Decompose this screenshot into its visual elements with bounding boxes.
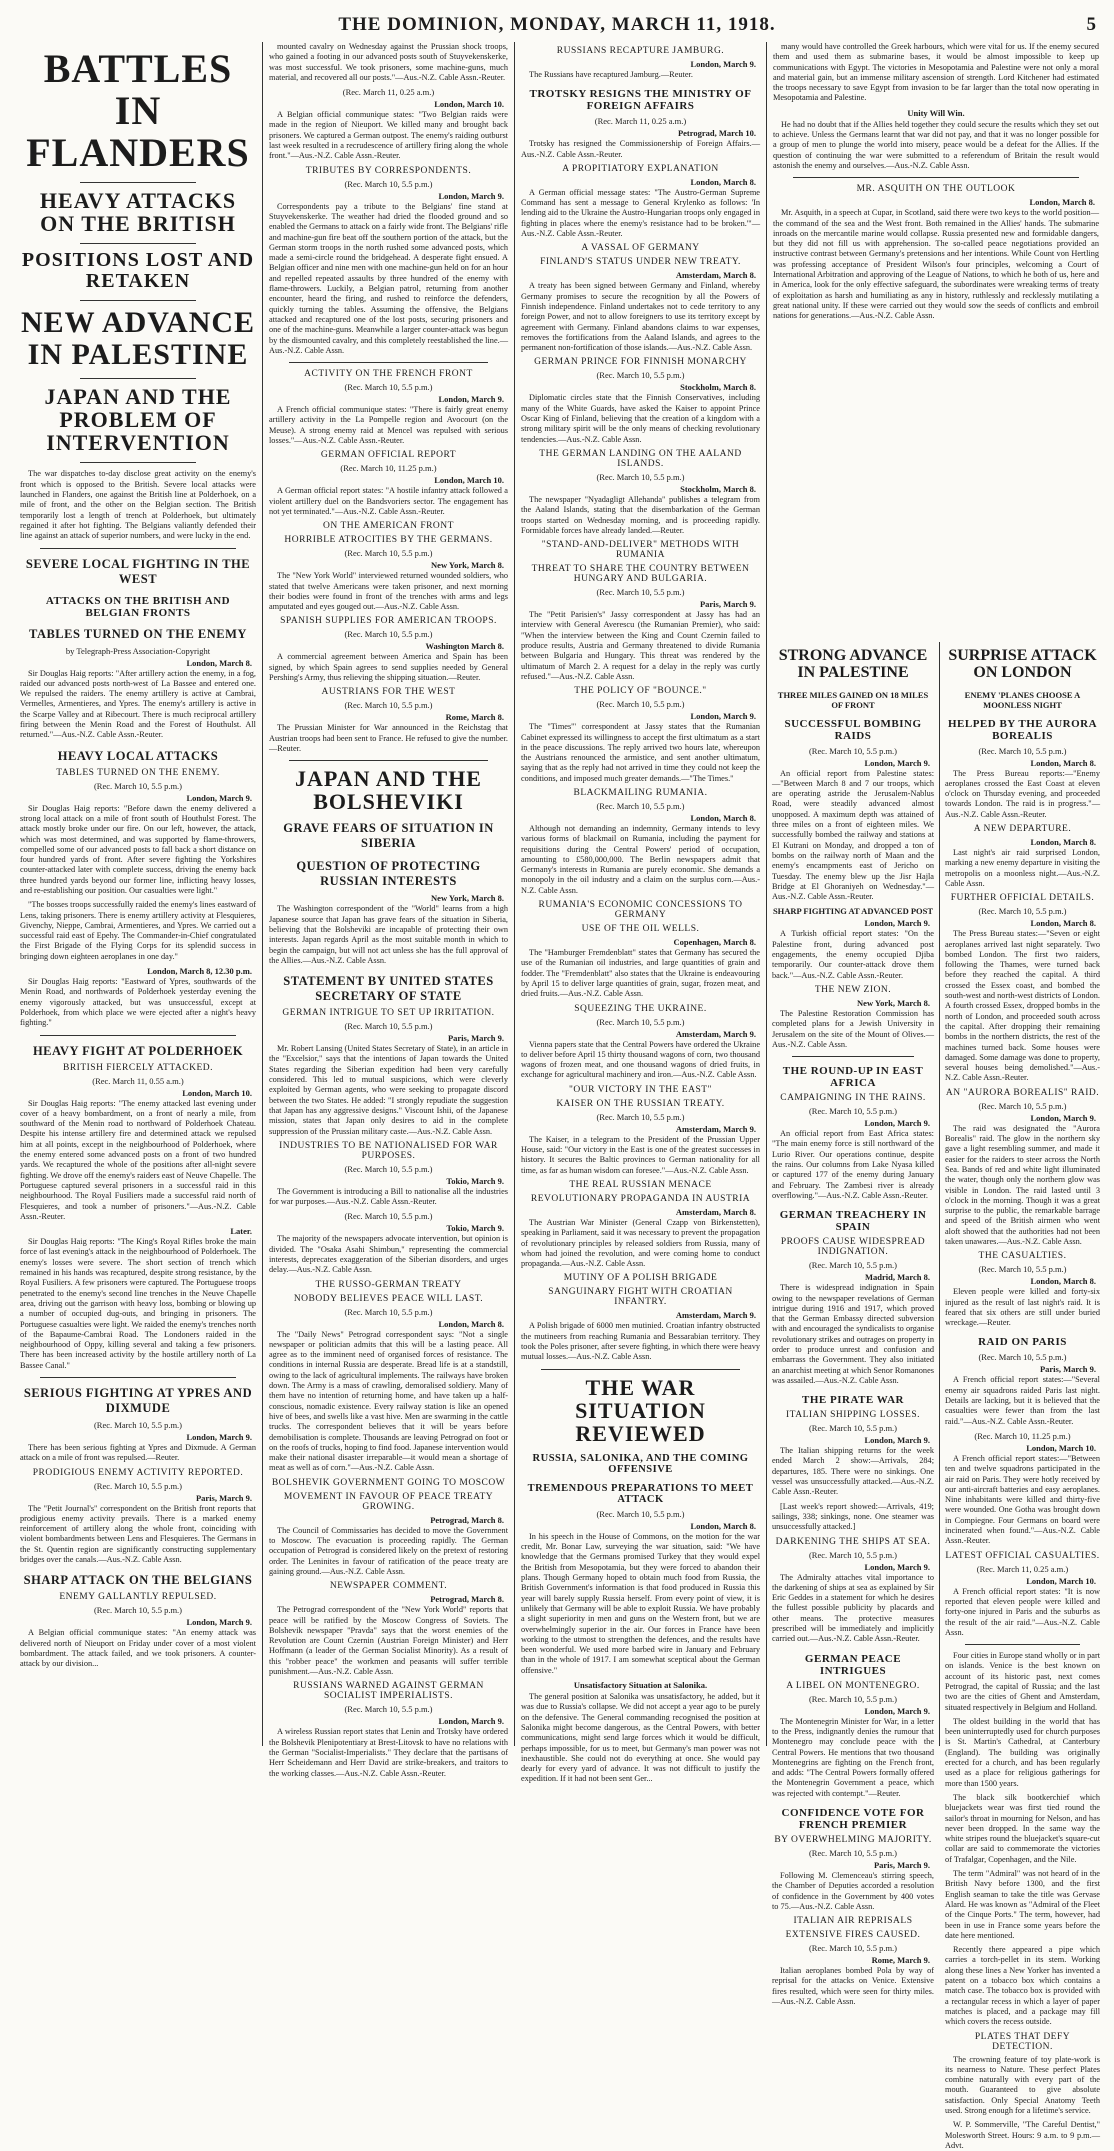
section-subheading: GRAVE FEARS OF SITUATION IN SIBERIA	[283, 821, 494, 851]
article-paragraph: A French official report states:—"Several enemy air squadrons raided Paris last night. Details are lacking, but it is believed that the casualties were fewer than from the last raid."—Aus.-N.Z. Cable Assn.-Reuter.	[945, 1375, 1100, 1426]
article-paragraph: An official report from East Africa states: "The main enemy force is still northward of the Lurio River. Our operations continue, despite the rains. Our columns from Lake Nyasa killed or captured 177 of the enemy during January and February. The Zambesi river is already overflowing."—Aus.-N.Z. Cable Assn.-Reuter.	[772, 1129, 934, 1200]
article-paragraph: A German official message states: "The Austro-German Supreme Command has sent a message to General Krylenko as follows: 'In lending aid to the Ukraine the Austro-Hungarian troops only engaged in fighting in places where the enemy's resistance had to be broken.'"—Aus.-N.Z. Cable Assn.-Reuter.	[521, 187, 760, 239]
section-subheading: PROOFS CAUSE WIDESPREAD INDIGNATION.	[780, 1237, 926, 1258]
dateline: Madrid, March 8.	[864, 1272, 930, 1283]
section-heading: GERMAN PRINCE FOR FINNISH MONARCHY	[534, 357, 747, 368]
section-heading: BOLSHEVIK GOVERNMENT GOING TO MOSCOW	[271, 1477, 506, 1488]
article-paragraph: A Belgian official communique states: "Two Belgian raids were made in the region of Nieuport. We killed many and brought back prisoners. We captured a German outpost. The enemy's raiding outburst last week resulted in a recrudescence of artillery firing along the whole front."—Aus.-N.Z. Cable Assn.-Reuter.	[269, 110, 508, 161]
section-subheading: TREMENDOUS PREPARATIONS TO MEET ATTACK	[527, 1482, 754, 1505]
section-heading: AUSTRIANS FOR THE WEST	[321, 687, 456, 698]
received-line: (Rec. March 10, 5.5 p.m.)	[808, 1848, 898, 1858]
received-line: (Rec. March 10, 5.5 p.m.)	[808, 1943, 898, 1954]
masthead-title: THE DOMINION, MONDAY, MARCH 11, 1918.	[338, 14, 776, 35]
article-paragraph: The Petrograd correspondent of the "New York World" reports that peace will be ratified by the Moscow Congress of Soviets. The Bolshevik newspaper "Pravda" says that the worst enemies of the Revolution are Count Czernin (Austrian Foreign Minister) and Herr Hoffmann (a leader of the German Socialist Minority). As a result of this "robber peace" the workmen and peasants will suffer terrible punishment.—Aus.-N.Z. Cable Assn.	[269, 1605, 508, 1677]
article-paragraph: The Press Bureau states:—"Seven or eight aeroplanes arrived last night separately. Two bombed London. The first two raiders, following the Thames, were turned back before they reached the capital. A third crossed the Essex coast, and bombed the south-west and north-west districts of London. A fourth crossed Essex, dropped bombs in the north of London, and proceeded south across the capital. After dropping their remaining bombs in the northern districts, the rest of the machines turned back. Some houses were damaged. Some damage was done to property, several houses being demolished."—Aus.-N.Z. Cable Assn.-Reuter.	[945, 929, 1100, 1083]
article-paragraph: The Palestine Restoration Commission has completed plans for a Jewish University in Jerusalem on the site of the Mount of Olives.—Aus.-N.Z. Cable Assn.	[772, 1008, 934, 1049]
section-subheading: HORRIBLE ATROCITIES BY THE GERMANS.	[284, 535, 493, 546]
dateline: London, March 9.	[690, 59, 756, 69]
received-line: (Rec. March 10, 11.25 p.m.)	[340, 463, 437, 474]
received-line: (Rec. March 10, 5.5 p.m.)	[344, 548, 433, 559]
dateline: London, March 8.	[690, 1520, 756, 1531]
article-paragraph: The Austrian War Minister (General Czapp von Birkenstetten), speaking in Parliament, said it was necessary to prevent the propagation of revolutionary principles by released soldiers from Russia, many of whom had joined the revolution, and were coming home to conduct propaganda.—Aus.-N.Z. Cable Assn.	[521, 1217, 760, 1269]
article-paragraph: Sir Douglas Haig reports: "The enemy attacked last evening under cover of a heavy bombardment, on a front of nearly a mile, from southward of the Menin road to northward of Polderhoek Chateau. Despite his intense artillery fire and determined attack we repulsed him at all points, except in the neighbourhood of Polderhoek, where the enemy entered some advanced posts on a front of two hundred yards. We recaptured the whole of the positions after all-night severe fighting. We drove off the enemy's raiders east of Neuve Chapelle. The Portuguese captured several prisoners in a successful raid in this neighbourhood. The Royal Fusiliers made a successful raid north of Flesquieres, and took a number of prisoners."—Aus.-N.Z. Cable Assn.-Reuter.	[20, 1098, 256, 1221]
section-heading: SQUEEZING THE UKRAINE.	[574, 1003, 707, 1014]
dateline: Paris, March 9.	[1039, 1364, 1096, 1375]
article-paragraph: An official report from Palestine states:—"Between March 8 and 7 our troops, which are operating astride the Jerusalem-Nablus Road, were steadily advanced almost unopposed. A maximum depth was attained of three miles on a front of eighteen miles. We successfully bombed the railway and stations at El Kutrani on Monday, and dropped a ton of bombs on the railway north of Maan and the enemy's encampments east of Jericho on Tuesday. The enemy blew up the Jisr Hajla Bridge at El Ghoraniyeh on Wednesday."—Aus.-N.Z. Cable Assn.-Reuter.	[772, 768, 934, 902]
section-heading: MUTINY OF A POLISH BRIGADE	[563, 1273, 718, 1284]
section-heading: RUMANIA'S ECONOMIC CONCESSIONS TO GERMANY	[538, 900, 743, 921]
article-paragraph: A Belgian official communique states: "An enemy attack was delivered north of Nieuport on Friday under cover of a most violent bombardment. The attack failed, and we took prisoners. A counter-attack by our division...	[20, 1628, 256, 1669]
section-heading: CONFIDENCE VOTE FOR FRENCH PREMIER	[781, 1807, 925, 1831]
section-heading: THE CASUALTIES.	[978, 1251, 1067, 1262]
section-heading: SERIOUS FIGHTING AT YPRES AND DIXMUDE	[23, 1385, 253, 1415]
dateline: London, March 8.	[690, 812, 756, 823]
article-paragraph: Vienna papers state that the Central Powers have ordered the Ukraine to deliver before April 15 thirty thousand wagons of corn, two thousand wagons of frozen meat, and one thousand wagons of dried fruits, in exchange for agricultural machinery and iron.—Aus.-N.Z. Cable Assn.	[521, 1039, 760, 1080]
dateline: London, March 8.	[1030, 1276, 1096, 1287]
section-subheading: BY OVERWHELMING MAJORITY.	[774, 1835, 932, 1845]
dateline: Copenhagen, March 8.	[673, 937, 756, 948]
deck-3: NEW ADVANCE IN PALESTINE	[20, 306, 256, 371]
article-paragraph: Trotsky has resigned the Commissionership of Foreign Affairs.—Aus.-N.Z. Cable Assn.-Reuter.	[521, 139, 760, 159]
dateline: London, March 10.	[1026, 1575, 1096, 1586]
article-paragraph: Sir Douglas Haig reports: "Eastward of Ypres, southwards of the Menin Road, and northwards of Polderhoek yesterday evening the enemy vigorously attacked, but was unsuccessful, except at Polderhoek, from which place we were ejected after a night's heavy fighting."	[20, 977, 256, 1028]
article-paragraph: Eleven people were killed and forty-six injured as the result of last night's raid. It is feared that six others are still under buried wreckage.—Reuter.	[945, 1287, 1100, 1328]
section-subheading: USE OF THE OIL WELLS.	[581, 924, 700, 935]
article-paragraph: A wireless Russian report states that Lenin and Trotsky have ordered the Bolshevik Plenipotentiary at Brest-Litovsk to have no relations with the German "Socialist-Imperialists." They declare that the partisans of Herr Scheidemann and Herr David are strike-breakers, and traitors to the working classes.—Aus.-N.Z. Cable Assn.-Reuter.	[269, 1727, 508, 1778]
dateline: Amsterdam, March 9.	[675, 1123, 756, 1134]
column-2	[262, 42, 514, 1778]
received-line: (Rec. March 10, 11.25 p.m.)	[974, 1430, 1071, 1441]
column-4	[766, 42, 1104, 2150]
article-paragraph: The Washington correspondent of the "World" learns from a high Japanese source that Japan has grave fears of the situation in Siberia, believing that the Bolsheviki are incapable of protecting their own interests. Japan regards April as the most suitable month in which to begin the campaign, but will not act unless she has the full approval of the Allies.—Aus.-N.Z. Cable Assn.	[269, 904, 508, 965]
received-line: (Rec. March 10, 5.5 p.m.)	[344, 1163, 433, 1174]
divider	[40, 1035, 236, 1036]
received-line: (Rec. March 10, 5.5 p.m.)	[596, 800, 685, 811]
section-heading: THE POLICY OF "BOUNCE."	[574, 686, 707, 697]
article-paragraph: [Last week's report showed:—Arrivals, 419; sailings, 338; sinkings, none. One steamer was unsuccessfully attacked.]	[772, 1501, 934, 1532]
intro-paragraph: The war dispatches to-day disclose great activity on the enemy's front which is opposed to the British. Severe local attacks were launched in Flanders, one against the British line at Polderhoek, on a mile of front, and the other on the Belgian section. The British temporarily lost a length of trench at Polderhoek, but ultimately regained it after hot fighting. The Belgians valiantly defended their line against an attack of superior numbers, and were lucky in the end.	[20, 469, 256, 541]
article-paragraph: The Kaiser, in a telegram to the President of the Prussian Upper House, said: "Our victory in the East is one of the greatest successes in history. It secures the Baltic provinces to German nationality for all time, as far as human wisdom can foresee."—Aus.-N.Z. Cable Assn.	[521, 1134, 760, 1175]
received-line: (Rec. March 11, 0.55 a.m.)	[92, 1075, 184, 1086]
column-4-left	[767, 642, 939, 2007]
received-line: (Rec. March 10, 5.5 p.m.)	[93, 1419, 183, 1430]
column-1	[14, 42, 262, 1746]
article-paragraph: A French official communique states: "There is fairly great enemy artillery activity in the La Pompelle region and Avocourt (on the Meuse). A strong enemy raid at Mencel was repulsed with serious losses."—Aus.-N.Z. Cable Assn.-Reuter.	[269, 405, 508, 446]
article-paragraph: In his speech in the House of Commons, on the motion for the war credit, Mr. Bonar Law, surveying the war situation, said: "We have knowledge that the Germans promised Turkey that they would expel the British from Mesopotamia, but they were forced to abandon their plans. Though Germany hoped to obtain much food from Russia, the British Government's information is that food produced in Russia this year will barely supply Russia herself. From every point of view, it is unlikely that Germany will be able to exploit Russia. We have probably a slight superiority in men and guns on the Western front, but we are overwhelmingly superior in the air. Our forces in France have been working to the utmost to strengthen the defences, and the results have been wonderful. We used more barbed wire in January and February than in the whole of 1917. I am somewhat sceptical about the German offensive."	[521, 1531, 760, 1675]
dateline: London, March 8.	[1030, 918, 1096, 929]
article-paragraph: many would have controlled the Greek harbours, which were vital for us. If the enemy secured them and used them as submarine bases, it would be almost impossible to keep up communications with Egypt. The victories in Mesopotamia and Palestine were not only a moral and material gain, but an immense military ascension of strength. Lord Kitchener had estimated the troops necessary to save Egypt from invasion to be far larger than the total now operating in Mesopotamia and Palestine.	[773, 42, 1099, 103]
article-paragraph: The Montenegrin Minister for War, in a letter to the Press, indignantly denies the rumour that Montenegro may conclude peace with the Central Powers. He mentions that two thousand Montenegrins are fighting on the French front, and adds: "The Central Powers formally offered the Montenegrin Government a peace, which was rejected with contempt."—Reuter.	[772, 1716, 934, 1798]
received-line: (Rec. March 10, 5.5 p.m.)	[596, 699, 685, 710]
article-paragraph: The crowning feature of toy plate-work is its nearness to Nature. These perfect Plates combine naturally with every part of the mouth. Guaranteed to give absolute satisfaction. Only Special Anatomy Teeth used. Strong enough for a lifetime's service.	[945, 2054, 1100, 2115]
received-line: (Rec. March 10, 5.5 p.m.)	[808, 1106, 898, 1117]
dateline: London, March 9.	[186, 792, 252, 803]
divider	[792, 1056, 914, 1057]
article-paragraph: A treaty has been signed between Germany and Finland, whereby Germany promises to secure the recognition by all the Powers of Finnish independence. Finland undertakes not to cede territory to any foreign Power, and not to allow foreigners to use its territory except by agreement with Germany. Finland abandons claims to war expenses, removes the fortifications from the Aaland Islands, and agrees to the permanent non-fortification of those islands.—Aus.-N.Z. Cable Assn.	[521, 281, 760, 353]
section-heading: HEAVY LOCAL ATTACKS	[57, 748, 219, 763]
received-line: (Rec. March 10, 5.5 p.m.)	[596, 370, 685, 381]
section-heading: "OUR VICTORY IN THE EAST"	[569, 1084, 712, 1095]
dateline: Amsterdam, March 9.	[675, 1028, 756, 1039]
dateline: London, March 8.	[1030, 757, 1096, 768]
dateline: London, March 8.	[186, 657, 252, 668]
received-line: (Rec. March 10, 5.5 p.m.)	[93, 1605, 183, 1616]
article-paragraph: The Admiralty attaches vital importance to the darkening of ships at sea as explained by Sir Eric Geddes in a statement for which he desires the fullest possible publicity by placards and other means. The protective measures prescribed will be immediately and implicitly carried out.—Aus.-N.Z. Cable Assn.-Reuter.	[772, 1572, 934, 1644]
dateline: London, March 9.	[864, 918, 930, 929]
dateline: Amsterdam, March 8.	[675, 1206, 756, 1217]
article-paragraph: Sir Douglas Haig reports: "The King's Royal Rifles broke the main force of last evening's attack in the neighbourhood of Polderhoek. The enemy's losses were severe. The short section of trench which remained in his hands was recaptured, despite strong resistance, by the Royal Fusiliers. A few prisoners were captured. The Portuguese troops penetrated to the enemy's second line trenches in the Neuve Chapelle area, driving out the garrison with heavy loss, bombing or blowing up a number of occupied dug-outs, and bringing in prisoners. The Portuguese casualties were light. We raided the enemy's trenches north of the Bapaume-Cambrai Road. The Londoners raided in the neighbourhood of Oppy, killing several and taking a few prisoners. There has been increased activity by the hostile artillery north of La Bassee Canal."	[20, 1237, 256, 1370]
article-paragraph: There is widespread indignation in Spain owing to the newspaper revelations of German intrigue during 1916 and 1917, which proved that the German Embassy directed subversion with and encouraged the syndicalists to organise revolutionary strikes and outrages on property in order to produce unrest and confusion and embarrass the Government. They also initiated an anarchist meeting at which Senor Romanones was assailed.—Aus.-N.Z. Cable Assn.	[772, 1283, 934, 1385]
dateline: Rome, March 9.	[871, 1955, 930, 1966]
received-line: (Rec. March 10, 5.5 p.m.)	[344, 382, 433, 393]
article-paragraph: A French official report states: "It is now reported that eleven people were killed and forty-one injured in Paris and the suburbs as the result of the air raid."—Aus.-N.Z. Cable Assn.	[945, 1586, 1100, 1637]
received-line: (Rec. March 11, 0.25 a.m.)	[342, 87, 435, 98]
section-subheading: THREE MILES GAINED ON 18 MILES OF FRONT	[777, 689, 929, 710]
section-subheading: ENEMY GALLANTLY REPULSED.	[59, 1592, 217, 1603]
received-line: (Rec. March 11, 0.25 a.m.)	[594, 116, 687, 127]
section-subheading: EXTENSIVE FIRES CAUSED.	[785, 1930, 921, 1941]
article-paragraph: Sir Douglas Haig reports: "Before dawn the enemy delivered a strong local attack on a mile of front south of Houthulst Forest. The attack mostly broke under our fire. On our left, however, the attack, which was most determined, and was supported by flame-throwers, compelled some of our advanced posts to fall back a short distance on four hundred yards of front. After severe fighting the Yorkshires counter-attacked later with complete success, driving the enemy back three hundred yards beyond our former line, inflicting heavy losses, and re-establishing our position. Our casualties were light."	[20, 803, 256, 895]
article-paragraph: The "Times'" correspondent at Jassy states that the Rumanian Cabinet expressed its willingness to accept the first ultimatum as a start in the peace discussions. The reply arrived two hours late, whereupon the Austrians renounced the armistice, and sent another ultimatum, saying that as the reply had not arrived in time they could not keep the conditions, and imposed much greater demands.—"The Times."	[521, 722, 760, 783]
received-line: (Rec. March 10, 5.5 p.m.)	[978, 1352, 1067, 1363]
section-heading: BLACKMAILING RUMANIA.	[573, 787, 708, 798]
dateline: London, March 9.	[186, 1431, 252, 1442]
article-paragraph: Mr. Robert Lansing (United States Secretary of State), in an article in the "Excelsior," says that the intentions of Japan towards the United States regarding the Siberian expedition had been very carefully considered. This led to mutual suspicions, which were cleverly exploited by German agents, who were seeking to propagate discord between the two States. He added: "I strongly repudiate the suggestion that Japan has any aggressive designs." Viscount Ishii, of the Japanese mission, states that Japan only desires to aid in the complete suppression of the Prussian military caste.—Aus.-N.Z. Cable Assn.	[269, 1044, 508, 1136]
section-subheading: QUESTION OF PROTECTING RUSSIAN INTERESTS	[296, 859, 481, 889]
divider	[965, 1644, 1080, 1645]
article-paragraph: The Council of Commissaries has decided to move the Government to Moscow. The evacuation is proceeding rapidly. The German occupation of Petrograd is considered likely on the pretext of restoring order. The Leninites in favour of ratification of the peace treaty are gaining ground.—Aus.-N.Z. Cable Assn.	[269, 1525, 508, 1576]
section-subheading: SANGUINARY FIGHT WITH CROATIAN INFANTRY.	[548, 1287, 733, 1308]
section-heading: "STAND-AND-DELIVER" METHODS WITH RUMANIA	[541, 540, 740, 561]
dateline: Paris, March 9.	[699, 599, 756, 610]
dateline: London, March 8.	[690, 176, 756, 187]
received-line: (Rec. March 10, 5.5 p.m.)	[808, 1693, 898, 1704]
section-subheading: BRITISH FIERCELY ATTACKED.	[62, 1062, 213, 1073]
article-paragraph: The "Daily News" Petrograd correspondent says: "Not a single newspaper or politician admits that this will be a lasting peace. All agree as to the imminent need of organised forces of resistance. The conditions in internal Russia are desperate. Bread life is at a standstill, owing to the lack of agricultural implements. The railways have broken down. The Army is a mass of crawling, demoralised soldiery. Many of them have no intention of returning home, and have taken up a half-conscious, nomadic existence. Every railway station is like an opened hive of bees, and swells like a vast hive. Men are swarming in the cattle trucks. The correspondent believes that it will be years before demobilisation is complete. Thousands are leaving Petrograd on foot or on the roofs of trucks, hoping to find food. Japanese intervention would make their national disaster irreparable—it would mean a shortage of meat as well as of corn."—Aus.-N.Z. Cable Assn.	[269, 1329, 508, 1473]
section-heading: A PROPITIATORY EXPLANATION	[562, 163, 719, 174]
received-line: (Rec. March 10, 5.5 p.m.)	[978, 745, 1067, 756]
article-paragraph: A Turkish official report states: "On the Palestine front, during advanced post engagements, the enemy occupied Djiba temporarily. Our counter-attack drove them back."—Aus.-N.Z. Cable Assn.-Reuter.	[772, 929, 934, 980]
dateline: London, March 10.	[1026, 1442, 1096, 1453]
dateline: Later.	[230, 1226, 252, 1237]
section-heading: ON THE AMERICAN FRONT	[323, 521, 454, 532]
received-line: (Rec. March 10, 5.5 p.m.)	[344, 1021, 433, 1032]
dateline: London, March 9.	[690, 711, 756, 722]
article-paragraph: Diplomatic circles state that the Finnish Conservatives, including many of the White Guards, have asked the Kaiser to appoint Prince Oscar King of Finland, believing that the creation of a kingdom with a strong military spirit will be the only means of checking revolutionary tendencies.—Aus.-N.Z. Cable Assn.	[521, 393, 760, 444]
dateline: New York, March 8.	[431, 560, 504, 571]
article-paragraph: Although not demanding an indemnity, Germany intends to levy various forms of blackmail on Rumania, including the payment for requisitions during the Central Powers' period of occupation, amounting to £580,000,000. The Berlin newspapers admit that Germany's interests in Rumania are purely economic. She demands a monopoly in the oil industry and a claim on the surplus corn.—Aus.-N.Z. Cable Assn.	[521, 823, 760, 895]
section-heading: MR. ASQUITH ON THE OUTLOOK	[856, 184, 1016, 195]
received-line: (Rec. March 10, 5.5 p.m.)	[808, 1423, 898, 1434]
article-paragraph: A French official report states:—"Between ten and twelve squadrons participated in the air raid on Paris. They were hotly received by our anti-aircraft batteries and easy aeroplanes. Nine inhabitants were killed and thirty-five were wounded. One Gotha was brought down in Compiegne. Four Germans on board were incinerated when found."—Aus.-N.Z. Cable Assn.-Reuter.	[945, 1453, 1100, 1546]
received-line: (Rec. March 11, 0.25 a.m.)	[976, 1563, 1069, 1574]
columns	[14, 42, 1104, 2150]
section-heading: PLATES THAT DEFY DETECTION.	[974, 2031, 1071, 2052]
article-paragraph: The oldest building in the world that has been uninterruptedly used for church purposes is St. Martin's Cathedral, at Canterbury (England). The building was originally erected for a church, and has been regularly used as a place for religious gatherings for more than 1500 years.	[945, 1716, 1100, 1788]
article-paragraph: Mr. Asquith, in a speech at Cupar, in Scotland, said there were two keys to the world position—the command of the sea and the West front. Both remained in the Allies' hands. The submarine inroads on the mercantile marine would collapse. Russia presented new and formidable dangers, but they did not fill us with apprehension. The so-called peace negotiations provided an instructive contrast between Germany's pretensions and her intentions. While Count von Hertling was professing acceptance of President Wilson's four principles, welcoming a Court of International Arbitration and approving of the League of Nations, to which he both of us, here and in America, look for the only effective safeguard, the subordinates were wreaking terms of treaty of exploitation as harsh and humiliating as any in history, ruthlessly and recklessly mutilating a great national unity. If these were carried out they would sow the seeds of conflicts and embroil nations for generations.—Aus.-N.Z. Cable Assn.	[773, 208, 1099, 321]
section-heading: TROTSKY RESIGNS THE MINISTRY OF FOREIGN AFFAIRS	[529, 88, 752, 113]
dateline: London, March 8.	[438, 1318, 504, 1329]
section-heading: SHARP ATTACK ON THE BELGIANS	[23, 1573, 253, 1588]
article-paragraph: He had no doubt that if the Allies held together they could secure the results which they set out to achieve. Unless the Germans learnt that war did not pay, and that it was no longer possible for a group of men to plunge the world into misery, peace would be a defeat for the Allies. If the question of continuing the war were submitted to a referendum of Britain the result would astonish the enemy and ourselves.—Aus.-N.Z. Cable Assn.	[773, 119, 1099, 170]
received-line: (Rec. March 10, 5.5 p.m.)	[978, 1264, 1067, 1275]
dateline: London, March 9.	[438, 190, 504, 201]
section-subheading: KAISER ON THE RUSSIAN TREATY.	[556, 1098, 725, 1109]
divider	[80, 300, 196, 301]
section-heading: INDUSTRIES TO BE NATIONALISED FOR WAR PURPOSES.	[279, 1140, 498, 1161]
byline: by Telegraph-Press Association-Copyright	[65, 645, 211, 656]
dateline: Stockholm, March 8.	[680, 382, 756, 393]
section-heading: SHARP FIGHTING AT ADVANCED POST	[772, 906, 934, 917]
divider	[541, 1369, 740, 1370]
section-heading: GERMAN TREACHERY IN SPAIN	[779, 1209, 927, 1234]
column-3	[514, 42, 766, 1784]
article-paragraph: The Press Bureau reports:—"Enemy aeroplanes crossed the East Coast at eleven o'clock on Thursday evening, and proceeded towards London. The raid is in progress."—Aus.-N.Z. Cable Assn.-Reuter.	[945, 768, 1100, 819]
article-paragraph: A Polish brigade of 6000 men mutinied. Croatian infantry obstructed the mutineers from reaching Rumania and Bessarabian territory. They took the Poles prisoner, after severe fighting, in which there were heavy mutual losses.—Aus.-N.Z. Cable Assn.	[521, 1321, 760, 1362]
section-heading: SPANISH SUPPLIES FOR AMERICAN TROOPS.	[280, 616, 497, 627]
dateline: Amsterdam, March 8.	[675, 270, 756, 281]
section-subheading: HELPED BY THE AURORA BOREALIS	[947, 717, 1098, 742]
column-4-right	[939, 642, 1105, 2150]
received-line: (Rec. March 10, 5.5 p.m.)	[978, 1100, 1067, 1111]
dateline: Petrograd, March 8.	[430, 1594, 504, 1605]
received-line: (Rec. March 10, 5.5 p.m.)	[596, 471, 685, 482]
section-subheading: ITALIAN SHIPPING LOSSES.	[786, 1410, 920, 1421]
received-line: (Rec. March 10, 5.5 p.m.)	[808, 1260, 898, 1271]
divider	[80, 243, 196, 244]
section-subheading: Unity Will Win.	[907, 107, 965, 118]
received-line: (Rec. March 10, 5.5 p.m.)	[344, 178, 433, 189]
article-paragraph: Four cities in Europe stand wholly or in part on islands. Venice is the best known on account of its historic past, next comes Petrograd, the capital of Russia; and the last two are the cities of Ghent and Amsterdam, situated respectively in Belgium and Holland.	[945, 1651, 1101, 1712]
section-heading: ACTIVITY ON THE FRENCH FRONT	[304, 369, 473, 380]
received-line: (Rec. March 10, 5.5 p.m.)	[808, 1549, 898, 1560]
section-heading: RUSSIANS WARNED AGAINST GERMAN SOCIALIST IMPERIALISTS.	[293, 1681, 484, 1702]
dateline: Tokio, March 9.	[446, 1223, 504, 1234]
article-paragraph: Italian aeroplanes bombed Pola by way of reprisal for the attacks on Venice. Extensive fires resulted, which were seen for thirty miles.—Aus.-N.Z. Cable Assn.	[772, 1966, 934, 2007]
article-paragraph: The "New York World" interviewed returned wounded soldiers, who stated that twelve Americans were taken prisoner, and next morning their bodies were found in front of the trenches with arms and legs amputated and eyes gouged out.—Aus.-N.Z. Cable Assn.	[269, 571, 508, 612]
section-subheading: RUSSIA, SALONIKA, AND THE COMING OFFENSIVE	[532, 1452, 749, 1475]
section-heading: THE ROUND-UP IN EAST AFRICA	[782, 1065, 924, 1090]
section-heading: RAID ON PARIS	[978, 1336, 1067, 1349]
masthead	[0, 14, 1114, 36]
divider	[80, 182, 196, 183]
section-headline: STRONG ADVANCE IN PALESTINE	[778, 647, 928, 681]
dateline: Paris, March 9.	[195, 1492, 252, 1503]
article-paragraph: The "Petit Parisien's" Jassy correspondent at Jassy has had an interview with General Averescu (the Rumanian Premier), who said: "When the interview between the King and Count Czernin failed to produce results, Austria and Germany threatened to divide Rumania between Bulgaria and Hungary. This threat was rendered by the ultimatum of March 2. A request for a delay in the reply was curtly refused."—Aus.-N.Z. Cable Assn.	[521, 610, 760, 681]
section-subheading: FINLAND'S STATUS UNDER NEW TREATY.	[540, 257, 741, 268]
dateline: Paris, March 9.	[447, 1033, 504, 1044]
section-heading: THE REAL RUSSIAN MENACE	[569, 1179, 712, 1190]
received-line: (Rec. March 10, 5.5 p.m.)	[344, 1306, 433, 1317]
article-paragraph: Correspondents pay a tribute to the Belgians' fine stand at Stuyvekenskerke. The weather had dried the flooded ground and so enabled the Germans to attack on a fairly wide front. The Belgians' rifle and machine-gun fire beat off the southern portion of the attack, but the German storm troops in the north rushed some advanced posts, which made a semi-circle round the bridgehead. A desperate fight ensued. A Belgian officer and nine men with one machine-gun held on for an hour and repelled repeated assaults by three hundred of the enemy with flame-throwers. Luckily, a Belgian patrol, returning from another encounter, heard the firing, and rushed to reinforce the defenders, quickly turning the tables. Assuming the offensive, the Belgians attacked and recaptured one of the lost posts, securing prisoners and one of the machine-guns. Meanwhile a larger counter-attack was begun by the dismounted cavalry, and this completely reestablished the line.—Aus.-N.Z. Cable Assn.	[269, 201, 508, 355]
divider	[793, 177, 1079, 178]
article-paragraph: A German official report states: "A hostile infantry attack followed a violent artillery duel on the Bandsvoriers sector. The engagement has not yet terminated."—Aus.-N.Z. Cable Assn.-Reuter.	[269, 486, 508, 516]
section-subheading: ATTACKS ON THE BRITISH AND BELGIAN FRONTS	[45, 594, 231, 619]
section-heading: DARKENING THE SHIPS AT SEA.	[775, 1536, 931, 1547]
divider	[80, 378, 196, 379]
article-paragraph: The newspaper "Nyadagligt Allehanda" publishes a telegram from the Aaland Islands, stating that the disembarkation of the German troops started on Wednesday morning, and is proceeding rapidly. Formidable forces have already landed.—Reuter.	[521, 494, 760, 535]
article-paragraph: The Russians have recaptured Jamburg.—Reuter.	[529, 70, 693, 79]
received-line: (Rec. March 10, 5.5 p.m.)	[596, 1111, 685, 1122]
dateline: Paris, March 9.	[873, 1860, 930, 1870]
article-paragraph: The raid was designated the "Aurora Borealis" raid. The glow in the northern sky gave a light resembling summer, and made it easier for the raiders to steer across the North Sea. Bands of red and white light illuminated the water, though only the northern glow was visible in London. The raid lasted until 3 o'clock in the morning. Though it was a great surprise to the public, the remarkable barrage and speed of the British airmen who went aloft showed that the authorities had not been taken unawares.—Aus.-N.Z. Cable Assn.	[945, 1123, 1100, 1246]
section-subheading: GERMAN INTRIGUE TO SET UP IRRITATION.	[282, 1008, 495, 1019]
article-paragraph: Recently there appeared a pipe which carries a torch-pellet in its stem. Working along these lines a New Yorker has invented a patent on a tobacco box which contains a match case. The tobacco box is provided with a rectangular recess in which a layer of paper matches is placed, and a package may fill which covers the recess outside.	[945, 1945, 1100, 2027]
dateline: New York, March 8.	[431, 893, 504, 904]
dateline: Tokio, March 9.	[446, 1175, 504, 1186]
received-line: (Rec. March 10, 5.5 p.m.)	[596, 587, 685, 598]
section-subheading: THREAT TO SHARE THE COUNTRY BETWEEN HUNGARY AND BULGARIA.	[531, 564, 750, 585]
section-heading: GERMAN OFFICIAL REPORT	[320, 450, 457, 461]
section-subheading: A LIBEL ON MONTENEGRO.	[786, 1680, 920, 1691]
article-paragraph: The Prussian Minister for War announced in the Reichstag that Austrian troops had been sent to France. He refused to give the number.—Reuter.	[269, 723, 508, 753]
article-paragraph: Following M. Clemenceau's stirring speech, the Chamber of Deputies accorded a resolution of confidence in the Government by 400 votes to 75.—Aus.-N.Z. Cable Assn.	[772, 1871, 934, 1911]
section-subheading: SUCCESSFUL BOMBING RAIDS	[784, 717, 922, 742]
section-headline: THE WAR SITUATION REVIEWED	[575, 1374, 706, 1446]
divider	[40, 548, 236, 549]
article-paragraph: mounted cavalry on Wednesday against the Prussian shock troops, who gained a footing in our advanced posts south of Stuyvekenskerke, was most successful. We took prisoners, some machine-guns, much material, and recovered all our posts."—Aus.-N.Z. Cable Assn.-Reuter.	[269, 42, 508, 82]
section-heading: A VASSAL OF GERMANY	[581, 243, 700, 254]
section-subheading: ENEMY 'PLANES CHOOSE A MOONLESS NIGHT	[964, 689, 1081, 710]
article-paragraph: Sir Douglas Haig reports: "After artillery action the enemy, in a fog, raided our advanced posts north-west of La Bassee and entered one. We repulsed the raiders. The enemy artillery is active at Cambrai, Vermelles, Armentieres, and Ypres. The enemy's artillery is active in the Scarpe Valley and at Ribecourt. There is much reciprocal artillery firing between the Menin Road and the Forest of Houthulst. All returned."—Aus.-N.Z. Cable Assn.-Reuter.	[20, 668, 256, 740]
section-subheading: TABLES TURNED ON THE ENEMY.	[56, 767, 220, 778]
article-paragraph: The Government is introducing a Bill to nationalise all the industries for war purposes.—Aus.-N.Z. Cable Assn.-Reuter.	[269, 1186, 508, 1207]
section-heading: FURTHER OFFICIAL DETAILS.	[950, 893, 1095, 904]
section-subheading: TRIBUTES BY CORRESPONDENTS.	[305, 165, 472, 176]
dateline: Washington March 8.	[425, 641, 504, 652]
received-line: (Rec. March 10, 5.5 p.m.)	[808, 745, 898, 756]
article-paragraph: Last night's air raid surprised London, marking a new enemy departure in visiting the metropolis on a moonless night.—Aus.-N.Z. Cable Assn.	[945, 848, 1100, 888]
dateline: London, March 8.	[1030, 837, 1096, 848]
section-subheading: PRODIGIOUS ENEMY ACTIVITY REPORTED.	[32, 1467, 244, 1478]
article-paragraph: "The bosses troops successfully raided the enemy's lines eastward of Lens, taking prisoners. There is enemy artillery activity at Flesquieres, Givenchy, Nieppe, Cambrai, Armentieres, and Ypres. We carried out a successful raid east of Epehy. The Commander-in-Chief congratulated the First Brigade of the Flying Corps for its splendid success in bringing down eighteen aeroplanes in one day."	[20, 900, 256, 961]
section-heading: LATEST OFFICIAL CASUALTIES.	[945, 1550, 1100, 1561]
article-paragraph: The "Petit Journal's" correspondent on the British front reports that prodigious enemy activity prevails. There is a marked enemy reinforcement of artillery along the whole front, coinciding with violent bombardments between Lens and Flesquieres. The Germans in the St. Quentin region are significantly constructing supplementary bridges over the canals.—Aus.-N.Z. Cable Assn.	[20, 1503, 256, 1565]
received-line: (Rec. March 10, 5.5 p.m.)	[93, 780, 183, 791]
dateline: Amsterdam, March 9.	[675, 1310, 756, 1321]
dateline: London, March 9.	[864, 757, 930, 768]
deck-4: JAPAN AND THE PROBLEM OF INTERVENTION	[44, 384, 232, 456]
dateline: London, March 10.	[434, 99, 504, 110]
section-subheading: Unsatisfactory Situation at Salonika.	[573, 1680, 708, 1691]
deck-1: HEAVY ATTACKS ON THE BRITISH	[39, 188, 237, 237]
received-line: (Rec. March 10, 5.5 p.m.)	[344, 629, 433, 640]
article-paragraph: The Italian shipping returns for the week ended March 2 show:—Arrivals, 284; departures, 185. There were no sinkings. One vessel was unsuccessfully attacked.—Aus.-N.Z. Cable Assn.-Reuter.	[772, 1446, 934, 1497]
dateline: London, March 9.	[438, 1716, 504, 1727]
page-number: 5	[1086, 14, 1096, 35]
section-heading: AN "AURORA BOREALIS" RAID.	[945, 1087, 1100, 1098]
divider	[289, 362, 488, 363]
section-heading: STATEMENT BY UNITED STATES SECRETARY OF STATE	[283, 974, 494, 1004]
dateline: London, March 10.	[434, 475, 504, 486]
received-line: (Rec. March 10, 5.5 p.m.)	[596, 1016, 685, 1027]
column-4-top	[767, 42, 1105, 634]
section-heading: THE PIRATE WAR	[802, 1394, 904, 1407]
article-paragraph: The term "Admiral" was not heard of in the British Navy before 1300, and the first English seaman to take the title was Gervase Alard. He was known as "Admiral of the Fleet of the Cinque Ports." The term, however, had been in use in France some years before the date here mentioned.	[945, 1869, 1100, 1940]
dateline: London, March 9.	[864, 1435, 930, 1446]
article-paragraph: There has been serious fighting at Ypres and Dixmude. A German attack on a mile of front was repulsed.—Reuter.	[20, 1442, 256, 1463]
section-heading: NEWSPAPER COMMENT.	[329, 1581, 448, 1592]
article-paragraph: The majority of the newspapers advocate intervention, but opinion is divided. The "Osaka Asahi Shimbun," representing the commercial interests, deprecates exaggeration of the Siberian disorders, and urges delay.—Aus.-N.Z. Cable Assn.	[269, 1234, 508, 1275]
dateline: London, March 9.	[864, 1705, 930, 1716]
section-subheading: MOVEMENT IN FAVOUR OF PEACE TREATY GROWING.	[283, 1491, 494, 1512]
dateline: London, March 9.	[438, 394, 504, 405]
divider	[80, 462, 196, 463]
section-heading: GERMAN PEACE INTRIGUES	[804, 1652, 902, 1677]
article-paragraph: The "Hamburger Fremdenblatt" states that Germany has secured the use of the Rumanian oil industries, and large quantities of grain and fodder. The "Fremdenblatt" also states that the Ukraine is endeavouring by April 15 to deliver large quantities of grain, sugar, frozen meat, and dried fruits.—Aus.-N.Z. Cable Assn.	[521, 948, 760, 999]
received-line: (Rec. March 10, 5.5 p.m.)	[596, 1508, 685, 1519]
section-heading: THE GERMAN LANDING ON THE AALAND ISLANDS.	[539, 448, 742, 469]
section-headline: JAPAN AND THE BOLSHEVIKI	[295, 766, 482, 815]
article-paragraph: The black silk bootkerchief which bluejackets wear was first tied round the sailor's throat in mourning for Nelson, and has never been dropped. In the same way the white stripes round the bluejacket's square-cut collar are said to commemorate the victories of Trafalgar, Copenhagen, and the Nile.	[945, 1792, 1100, 1864]
section-subheading: NOBODY BELIEVES PEACE WILL LAST.	[293, 1293, 484, 1304]
section-heading: ITALIAN AIR REPRISALS	[793, 1916, 913, 1927]
dateline: London, March 8.	[1029, 197, 1095, 208]
section-subheading: TABLES TURNED ON THE ENEMY	[29, 626, 247, 641]
section-subheading: REVOLUTIONARY PROPAGANDA IN AUSTRIA	[530, 1193, 751, 1204]
section-subheading: CAMPAIGNING IN THE RAINS.	[780, 1093, 926, 1104]
received-line: (Rec. March 10, 5.5 p.m.)	[344, 1704, 433, 1715]
dateline: London, March 9.	[864, 1561, 930, 1572]
divider	[289, 760, 488, 761]
dateline: Stockholm, March 8.	[680, 483, 756, 494]
received-line: (Rec. March 10, 5.5 p.m.)	[978, 906, 1067, 917]
section-heading: SEVERE LOCAL FIGHTING IN THE WEST	[25, 556, 251, 586]
deck-2: POSITIONS LOST AND RETAKEN	[21, 249, 255, 293]
dateline: New York, March 8.	[857, 997, 930, 1008]
section-heading: A NEW DEPARTURE.	[973, 824, 1072, 835]
dateline: Petrograd, March 8.	[430, 1514, 504, 1525]
dateline: Petrograd, March 10.	[677, 128, 756, 139]
received-line: (Rec. March 10, 5.5 p.m.)	[344, 1211, 433, 1222]
dateline: London, March 9.	[864, 1118, 930, 1129]
article-paragraph: A commercial agreement between America and Spain has been signed, by which Spain agrees to send supplies needed by General Pershing's Army, thus relieving the shipping situation.—Reuter.	[269, 652, 508, 682]
dateline: London, March 9.	[1030, 1112, 1096, 1123]
divider	[40, 1377, 236, 1378]
section-heading: THE NEW ZION.	[814, 984, 892, 995]
section-heading: RUSSIANS RECAPTURE JAMBURG.	[556, 46, 725, 56]
received-line: (Rec. March 10, 5.5 p.m.)	[344, 700, 433, 711]
section-heading: THE RUSSO-GERMAN TREATY	[315, 1279, 462, 1290]
dateline: London, March 10.	[182, 1087, 252, 1098]
dateline: Rome, March 8.	[445, 712, 504, 723]
article-paragraph: The general position at Salonika was unsatisfactory, he added, but it was due to Russia's collapse. We did not accept a year ago to be purely on the defensive. The General commanding recognised the position at Salonika might become dangerous, as the Central Powers, with better communications, might send large forces which it would be difficult, perhaps impossible, for us to meet, but Germany's man power was not inexhaustible. She could not do everything at once. She would pay dearly for every yard of advance. It was not difficult to justify the expedition. If it had not been sent Ger...	[521, 1692, 760, 1784]
section-headline: SURPRISE ATTACK ON LONDON	[948, 647, 1097, 681]
received-line: (Rec. March 10, 5.5 p.m.)	[93, 1480, 183, 1491]
dateline: London, March 8, 12.30 p.m.	[147, 966, 252, 977]
article-paragraph: W. P. Sommerville, "The Careful Dentist," Molesworth Street. Hours: 9 a.m. to 9 p.m.—Advt.	[945, 2120, 1100, 2150]
main-headline: BATTLES IN FLANDERS	[26, 46, 250, 175]
section-heading: HEAVY FIGHT AT POLDERHOEK	[32, 1043, 244, 1058]
dateline: London, March 9.	[186, 1617, 252, 1628]
